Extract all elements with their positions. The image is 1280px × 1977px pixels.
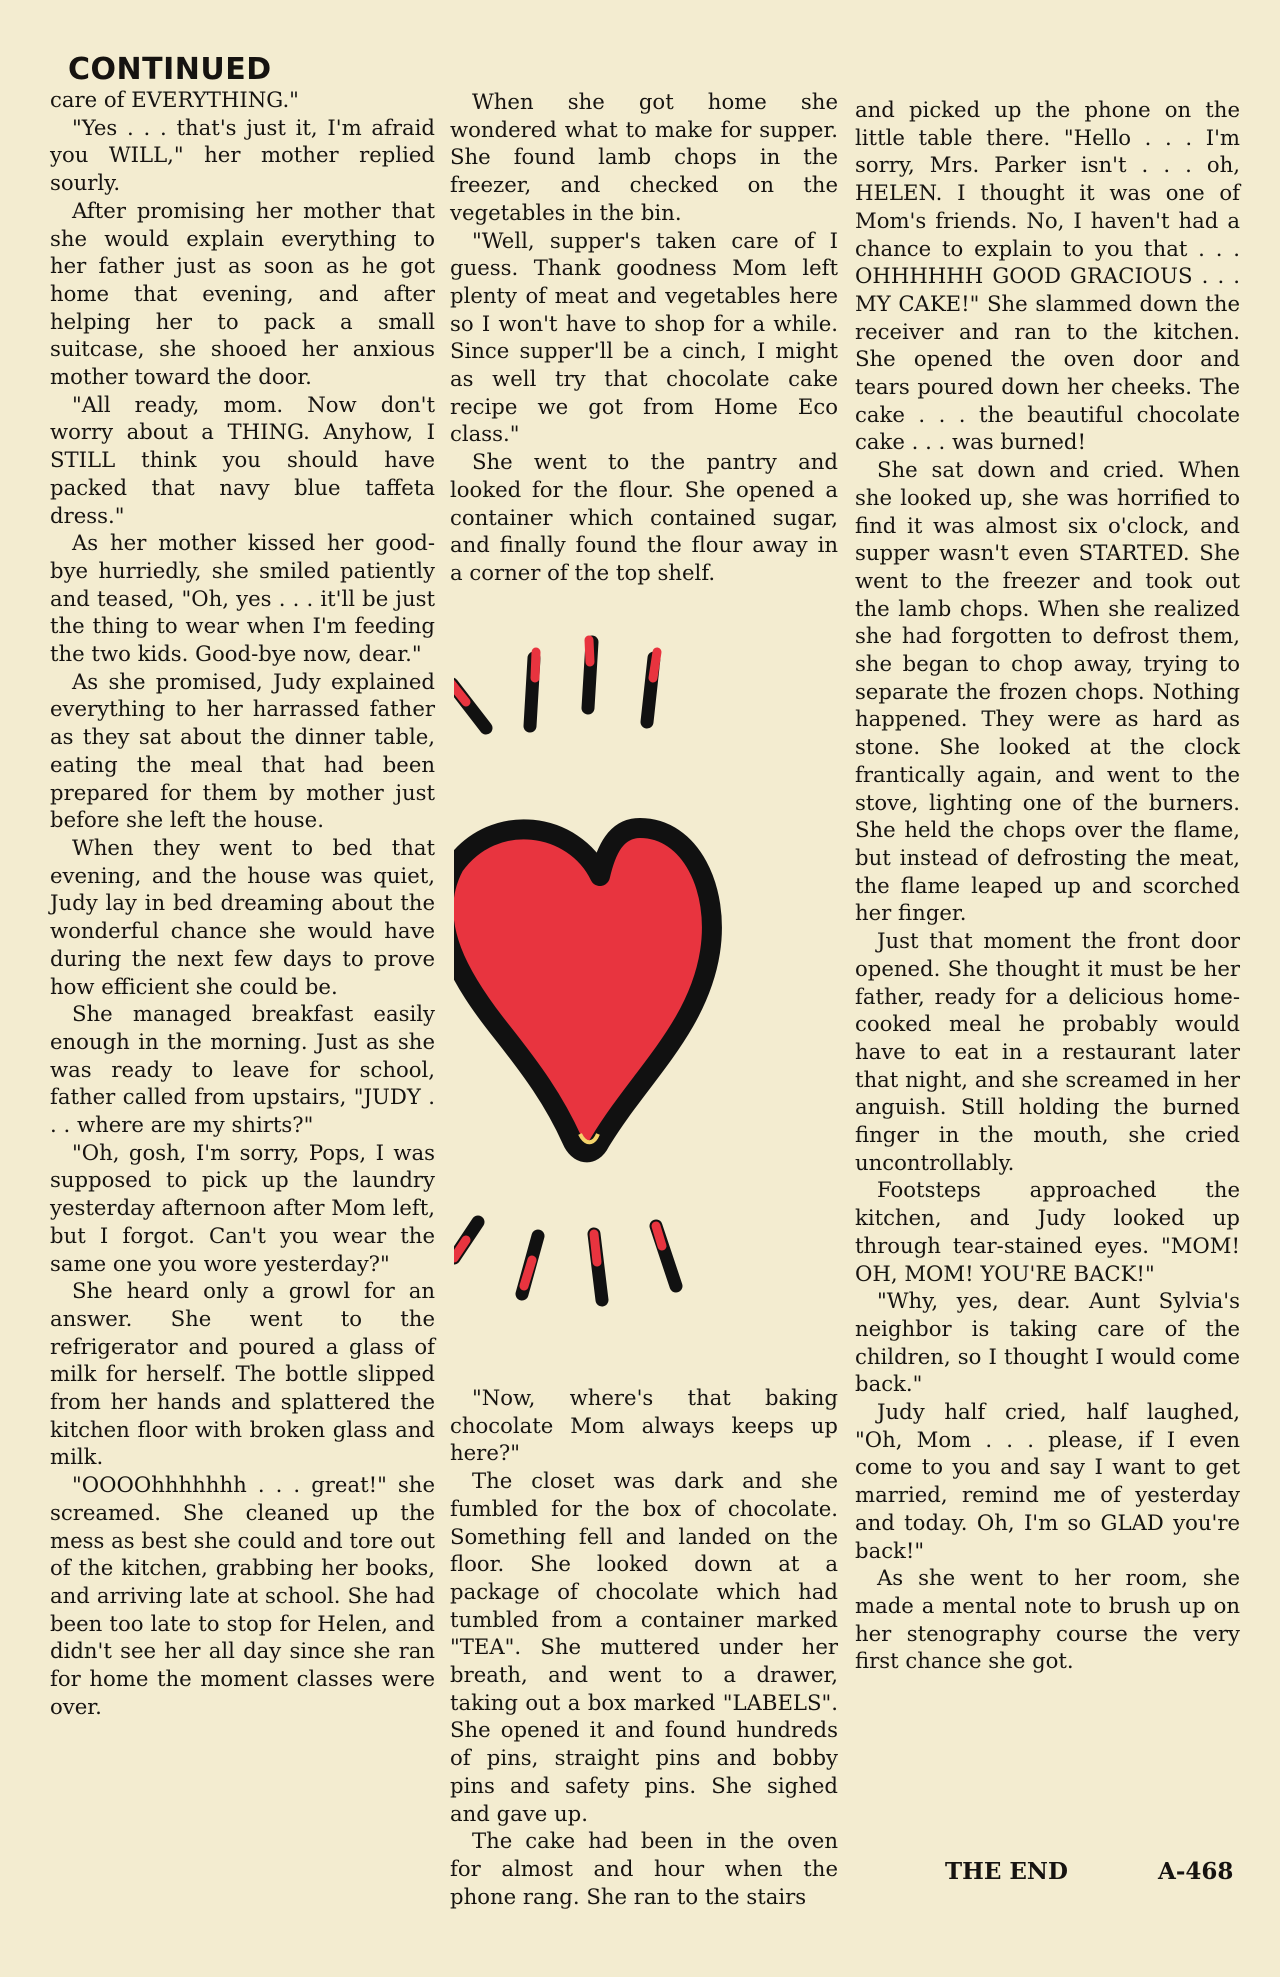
paragraph: She managed breakfast easily enough in the morning. Just as she was ready to leave for school, father called from upstairs, "JUDY . . . where are my shirts?" (50, 1001, 435, 1138)
burst-stroke-icon (594, 1234, 602, 1300)
paragraph: "Now, where's that baking chocolate Mom always keeps up here?" (450, 1385, 838, 1466)
burst-stroke-icon (530, 652, 536, 726)
continued-header: CONTINUED (68, 52, 272, 87)
text-column-middle-top (450, 88, 838, 587)
burst-stroke-icon (522, 1236, 538, 1294)
paragraph: Judy half cried, half laughed, "Oh, Mom . . . please, if I even come to you and say I want to get married, remind me of yesterday and today. Oh, I'm so GLAD you're back!" (855, 1399, 1240, 1563)
top-burst-strokes (454, 640, 657, 728)
heart-illustration (454, 622, 838, 1372)
paragraph: "OOOOhhhhhhh . . . great!" she screamed. She cleaned up the mess as best she could and tore out of the kitchen, grabbing her books, and arriving late at school. She had been too late to stop for Helen, and didn't see her all day since she ran for home the moment classes were over. (50, 1472, 435, 1719)
paragraph: After promising her mother that she would explain everything to her father just as soon as he got home that evening, and after helping her to pack a small suitcase, she shooed her anxious mother toward the door. (50, 197, 435, 390)
burst-stroke-icon (588, 640, 592, 708)
paragraph: "All ready, mom. Now don't worry about a THING. Anyhow, I STILL think you should have packed that navy blue taffeta dress." (50, 391, 435, 528)
page-code: A-468 (1158, 1858, 1234, 1885)
paragraph: "Well, supper's taken care of I guess. Thank goodness Mom left plenty of meat and vegetables here so I won't have to shop for a while. Since supper'll be a cinch, I might as well try that chocolate cake recipe we got from Home Eco class." (450, 227, 838, 447)
paragraph: The cake had been in the oven for almost and hour when the phone rang. She ran to the stairs (450, 1828, 838, 1909)
paragraph: "Yes . . . that's just it, I'm afraid you WILL," her mother replied sourly. (50, 114, 435, 196)
paragraph: care of EVERYTHING." (50, 87, 299, 112)
paragraph: "Oh, gosh, I'm sorry, Pops, I was supposed to pick up the laundry yesterday afternoon after Mom left, but I forgot. Can't you wear the same one you wore yesterday?" (50, 1139, 435, 1276)
burst-stroke-icon (454, 682, 486, 728)
paragraph: She heard only a growl for an answer. She went to the refrigerator and poured a glass of milk for herself. The bottle slipped from her hands and splattered the kitchen floor with broken glass and milk. (50, 1278, 435, 1470)
paragraph: As she promised, Judy explained everything to her harrassed father as they sat about the dinner table, eating the meal that had been prepared for them by mother just before she left the house. (50, 668, 435, 833)
burst-stroke-icon (656, 1226, 676, 1286)
paragraph: Just that moment the front door opened. She thought it must be her father, ready for a delicious home-cooked meal he probably would have to eat in a restaurant later that night, and she screamed in her anguish. Still holding the burned finger in the mouth, she cried uncontrollably. (855, 928, 1240, 1175)
paragraph: As her mother kissed her good-bye hurriedly, she smiled patiently and teased, "Oh, yes . . . it'll be just the thing to wear when I'm feeding the two kids. Good-bye now, dear." (50, 530, 435, 667)
text-column-left (50, 86, 435, 1720)
paragraph: Footsteps approached the kitchen, and Judy looked up through tear-stained eyes. "MOM! OH, MOM! YOU'RE BACK!" (855, 1177, 1240, 1286)
paragraph: "Why, yes, dear. Aunt Sylvia's neighbor is taking care of the children, so I thought I would come back." (855, 1288, 1240, 1397)
bottom-burst-strokes (454, 1222, 676, 1300)
paragraph: When she got home she wondered what to make for supper. She found lamb chops in the freezer, and checked on the vegetables in the bin. (450, 89, 838, 225)
paragraph: She sat down and cried. When she looked up, she was horrified to find it was almost six o'clock, and supper wasn't even STARTED. She went to the freezer and took out the lamb chops. When she realized she had forgotten to defrost them, she began to chop away, trying to separate the frozen chops. Nothing happened. They were as hard as stone. She looked at the clock frantically again, and went to the stove, lighting one of the burners. She held the chops over the flame, but instead of defrosting the meat, the flame leaped up and scorched her finger. (855, 457, 1240, 926)
paragraph: and picked up the phone on the little table there. "Hello . . . I'm sorry, Mrs. Parker isn't . . . oh, HELEN. I thought it was one of Mom's friends. No, I haven't had a chance to explain to you that . . . OHHHHHH GOOD GRACIOUS . . . MY CAKE!" She slammed down the receiver and ran to the kitchen. She opened the oven door and tears poured down her cheeks. The cake . . . the beautiful chocolate cake . . . was burned! (855, 97, 1240, 455)
text-column-middle-bottom (450, 1384, 838, 1910)
heart-icon (454, 828, 712, 1152)
paragraph: The closet was dark and she fumbled for the box of chocolate. Something fell and landed on the floor. She looked down at a package of chocolate which had tumbled from a container marked "TEA". She muttered under her breath, and went to a drawer, taking out a box marked "LABELS". She opened it and found hundreds of pins, straight pins and bobby pins and safety pins. She sighed and gave up. (450, 1468, 838, 1826)
paragraph: She went to the pantry and looked for the flour. She opened a container which contained sugar, and finally found the flour away in a corner of the top shelf. (450, 449, 838, 585)
burst-stroke-icon (454, 1222, 478, 1258)
paragraph: As she went to her room, she made a mental note to brush up on her stenography course the very first chance she got. (855, 1565, 1240, 1674)
text-column-right (855, 96, 1240, 1675)
burst-stroke-icon (647, 652, 657, 722)
paragraph: When they went to bed that evening, and the house was quiet, Judy lay in bed dreaming about the wonderful chance she would have during the next few days to prove how efficient she could be. (50, 834, 435, 999)
the-end-label: THE END (945, 1858, 1068, 1885)
